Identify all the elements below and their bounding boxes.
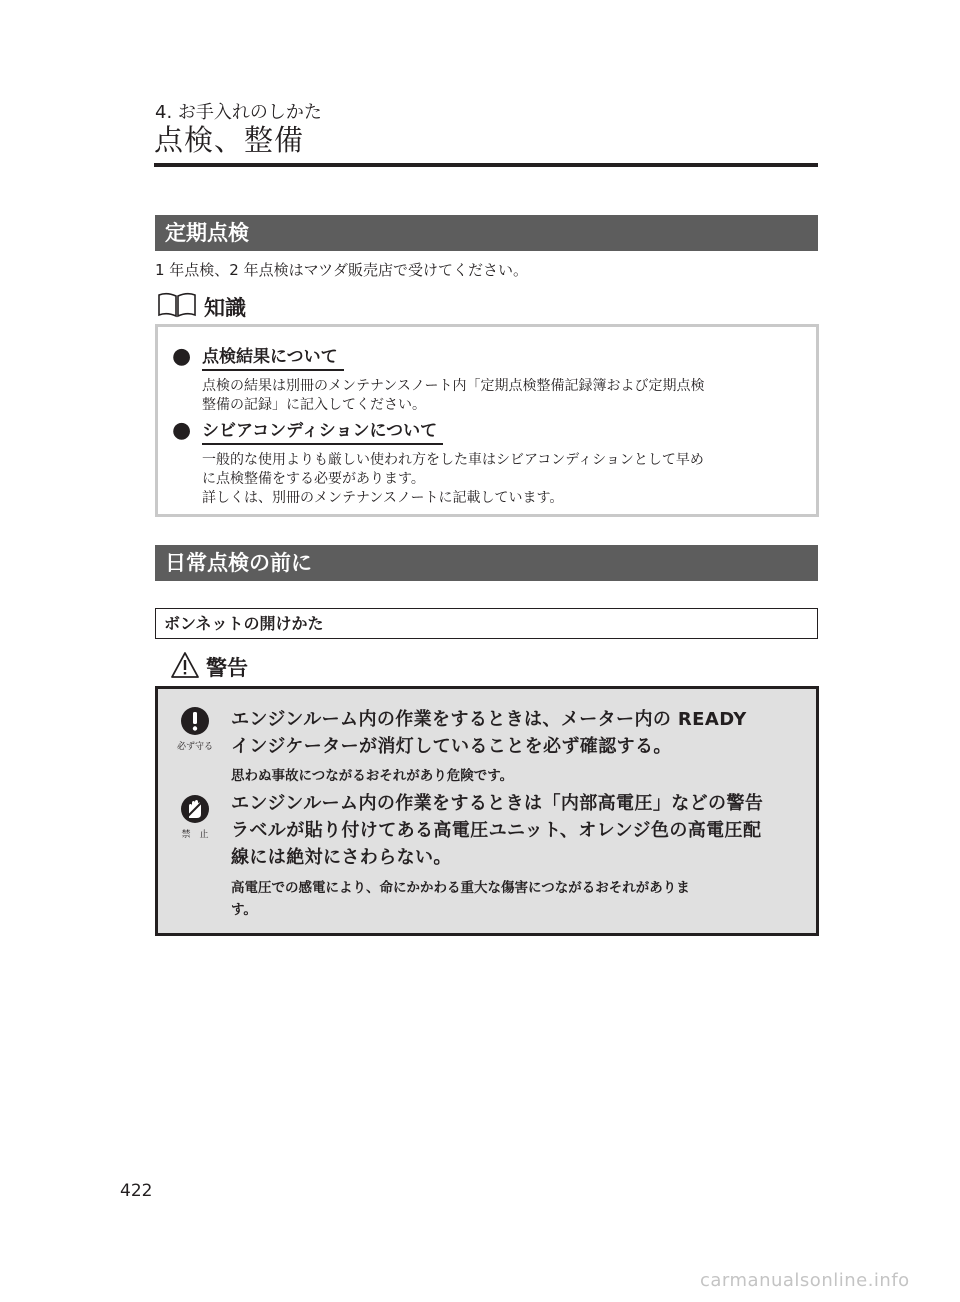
icon-caption: 禁 止 (181, 830, 209, 840)
warning-box (155, 686, 819, 936)
section-heading-periodic-inspection: 定期点検 (155, 215, 818, 251)
text-line: 一般的な使用よりも厳しい使われ方をした車はシビアコンディションとして早め (202, 452, 704, 468)
icon-caption: 必ず守る (176, 742, 213, 752)
warning-triangle-icon (170, 651, 200, 683)
text-line: す。 (231, 902, 257, 918)
intro-text: 1 年点検、2 年点検はマツダ販売店で受けてください。 (155, 261, 529, 279)
title-rule (154, 163, 818, 167)
exclamation-circle-icon (180, 721, 210, 740)
warning-header (170, 650, 248, 684)
knowledge-label: 知識 (204, 296, 246, 320)
bullet: ● (172, 344, 192, 369)
text-line: 思わぬ事故につながるおそれがあり危険です。 (231, 768, 514, 784)
text-line: に点検整備をする必要があります。 (202, 471, 425, 487)
knowledge-item-text (202, 451, 802, 508)
text-line: インジケーターが消灯していることを必ず確認する。 (231, 736, 672, 757)
knowledge-item-text (202, 377, 802, 415)
page-number: 422 (120, 1181, 153, 1201)
text-line: エンジンルーム内の作業をするときは「内部高電圧」などの警告 (231, 793, 764, 814)
page-title: 点検、整備 (154, 123, 305, 157)
knowledge-box (155, 324, 819, 517)
text-line: 詳しくは、別冊のメンテナンスノートに記載しています。 (202, 490, 564, 506)
warning-item-subtext (231, 877, 690, 921)
bullet: ● (172, 418, 192, 443)
warning-item-text (231, 706, 747, 760)
warning-item-icon (170, 706, 220, 753)
warning-label: 警告 (206, 656, 248, 680)
knowledge-header (156, 292, 246, 322)
text-line: エンジンルーム内の作業をするときは、メーター内の READY (231, 709, 747, 730)
text-line: 整備の記録」に記入してください。 (202, 397, 426, 413)
warning-item-subtext (231, 765, 513, 787)
prohibited-hand-icon (180, 809, 210, 828)
knowledge-item-title: 点検結果について (202, 345, 344, 371)
text-line: 高電圧での感電により、命にかかわる重大な傷害につながるおそれがありま (231, 880, 690, 896)
section-heading-daily-inspection: 日常点検の前に (155, 545, 818, 581)
text-line: ラベルが貼り付けてある高電圧ユニット、オレンジ色の高電圧配 (231, 820, 762, 841)
watermark: carmanualsonline.info (700, 1270, 910, 1291)
chapter-label: 4. お手入れのしかた (155, 102, 322, 123)
knowledge-item-title: シビアコンディションについて (202, 419, 443, 445)
subheading-bonnet: ボンネットの開けかた (155, 608, 818, 639)
warning-item-text (231, 790, 763, 871)
text-line: 線には絶対にさわらない。 (231, 847, 452, 868)
book-icon (156, 292, 198, 322)
warning-item-icon (170, 794, 220, 841)
text-line: 点検の結果は別冊のメンテナンスノート内「定期点検整備記録簿および定期点検 (202, 378, 705, 394)
